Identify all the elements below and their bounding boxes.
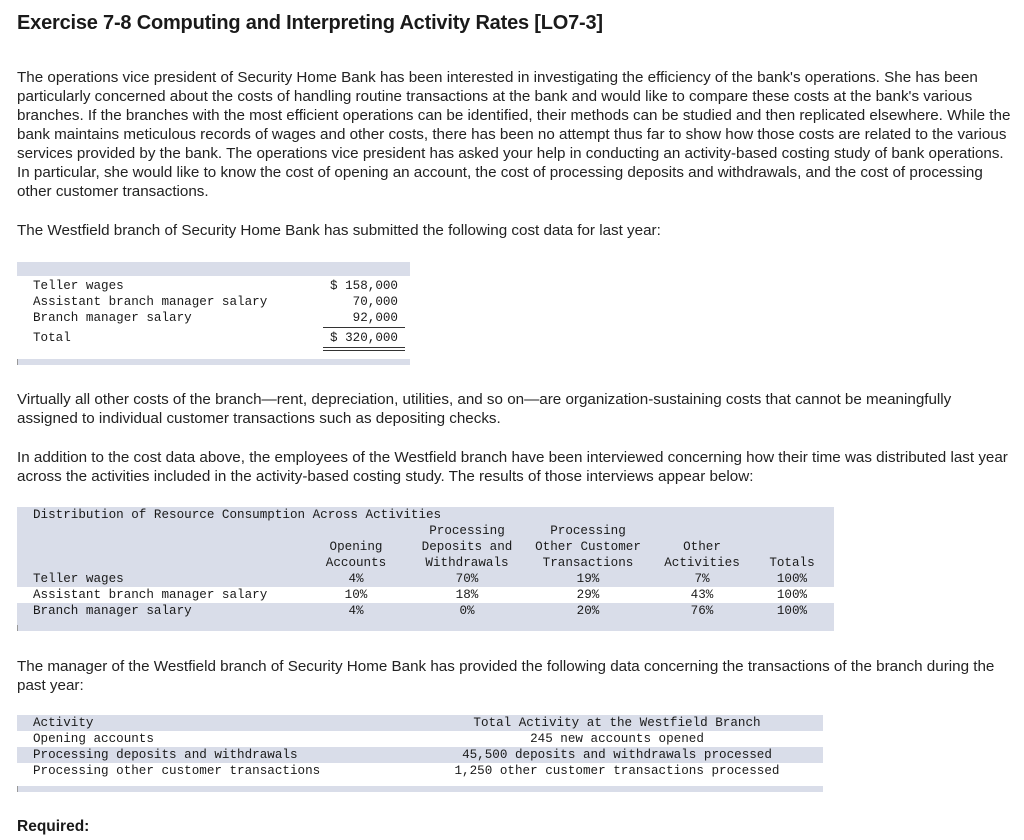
table-row-label: Assistant branch manager salary	[33, 588, 268, 602]
column-header: Processing	[550, 524, 626, 538]
column-header: Opening	[329, 540, 383, 554]
distribution-table	[17, 507, 834, 625]
table-scrollbar[interactable]	[17, 359, 410, 365]
table-row-label: Processing other customer transactions	[33, 764, 321, 778]
table-cell: 100%	[776, 572, 808, 586]
table-scrollbar[interactable]	[17, 625, 834, 631]
table-row-amount: 70,000	[352, 295, 398, 309]
westfield-intro: The Westfield branch of Security Home Bank has submitted the following cost data for last year:	[17, 222, 661, 239]
table-row-amount: 92,000	[352, 311, 398, 325]
table-scrollbar[interactable]	[17, 786, 823, 792]
column-header: Accounts	[325, 556, 387, 570]
other-costs-paragraph: Virtually all other costs of the branch—rent, depreciation, utilities, and so on—are organization-sustaining costs that cannot be meaningfully assigned to individual customer transactions such as depositing checks.	[17, 391, 952, 427]
total-label: Total	[33, 331, 71, 345]
table-cell: 45,500 deposits and withdrawals processed	[462, 748, 772, 762]
table-row-label: Teller wages	[33, 572, 124, 586]
table-row-label: Branch manager salary	[33, 311, 192, 325]
page-title: Exercise 7-8 Computing and Interpreting Activity Rates [LO7-3]	[17, 12, 603, 34]
required-heading: Required:	[17, 818, 90, 835]
table-cell: 245 new accounts opened	[530, 732, 704, 746]
table-row-label: Branch manager salary	[33, 604, 192, 618]
table-cell: 43%	[690, 588, 714, 602]
table-cell: 4%	[348, 604, 364, 618]
column-header: Processing	[429, 524, 505, 538]
table-row-amount: $ 158,000	[329, 279, 398, 293]
cost-data-table	[17, 262, 410, 367]
table-row-label: Opening accounts	[33, 732, 154, 746]
column-header: Other Customer	[535, 540, 641, 554]
table-row-label: Teller wages	[33, 279, 124, 293]
table-cell: 70%	[455, 572, 479, 586]
table-cell: 4%	[348, 572, 364, 586]
column-header: Totals	[769, 556, 815, 570]
table-title: Distribution of Resource Consumption Across Activities	[33, 508, 442, 522]
table-cell: 19%	[576, 572, 600, 586]
column-header: Total Activity at the Westfield Branch	[473, 716, 761, 730]
activity-table	[17, 713, 823, 793]
table-cell: 100%	[776, 604, 808, 618]
table-cell: 29%	[576, 588, 600, 602]
table-cell: 18%	[455, 588, 479, 602]
table-cell: 10%	[344, 588, 368, 602]
table-row-label: Assistant branch manager salary	[33, 295, 268, 309]
subtotal-rule	[323, 327, 405, 328]
table-cell: 100%	[776, 588, 808, 602]
total-double-rule	[323, 347, 405, 351]
column-header: Activity	[33, 716, 94, 730]
total-amount: $ 320,000	[329, 331, 398, 345]
column-header: Deposits and	[421, 540, 513, 554]
table-cell: 7%	[694, 572, 710, 586]
manager-paragraph: The manager of the Westfield branch of Security Home Bank has provided the following data concerning the transactions of the branch during the past year:	[17, 658, 995, 694]
column-header: Withdrawals	[425, 556, 509, 570]
table-header-band	[17, 262, 410, 276]
table-cell: 0%	[459, 604, 475, 618]
interviews-paragraph: In addition to the cost data above, the employees of the Westfield branch have been interviewed concerning how their time was distributed last year across the activities included in the activity-based costing study. The results of those interviews appear below:	[17, 449, 1008, 485]
column-header: Transactions	[542, 556, 634, 570]
table-row-label: Processing deposits and withdrawals	[33, 748, 298, 762]
column-header: Other	[683, 540, 721, 554]
table-cell: 76%	[690, 604, 714, 618]
intro-paragraph: The operations vice president of Security Home Bank has been interested in investigating the efficiency of the bank's operations. She has been particularly concerned about the costs of handling routine transactions at the bank and would like to compare these costs at the bank's various branches. If the branches with the most efficient operations can be identified, their methods can be studied and then replicated elsewhere. While the bank maintains meticulous records of wages and other costs, there has been no attempt thus far to show how those costs are related to the various services provided by the bank. The operations vice president has asked your help in conducting an activity-based costing study of bank operations. In particular, she would like to know the cost of opening an account, the cost of processing deposits and withdrawals, and the cost of processing other customer transactions.	[17, 69, 1011, 200]
table-cell: 20%	[576, 604, 600, 618]
table-cell: 1,250 other customer transactions processed	[454, 764, 780, 778]
column-header: Activities	[664, 556, 740, 570]
